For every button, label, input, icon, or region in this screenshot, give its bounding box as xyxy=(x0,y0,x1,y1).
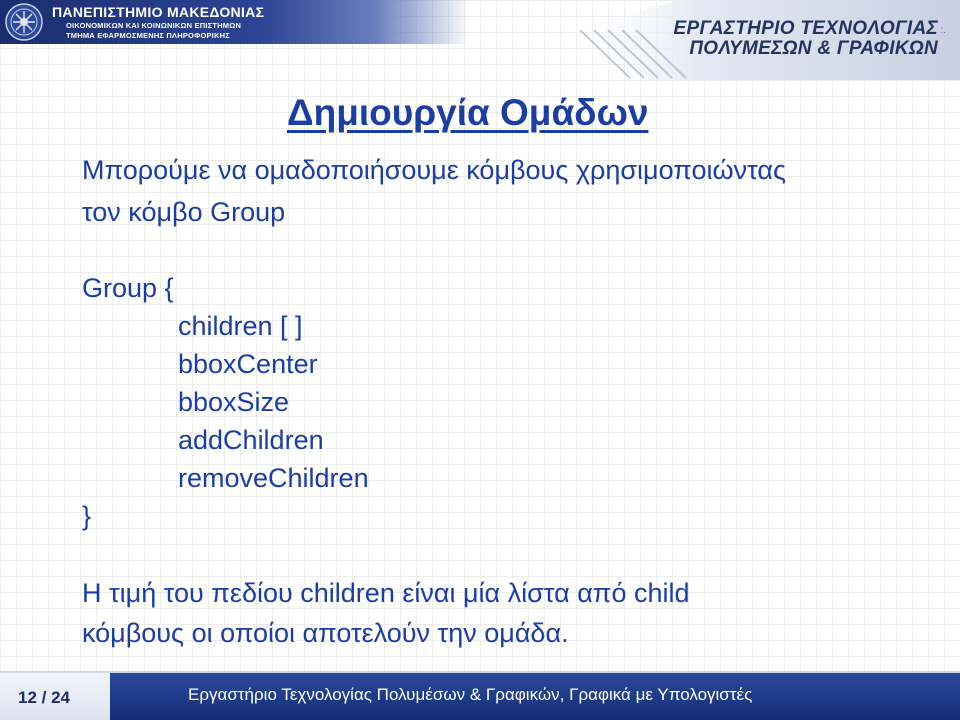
intro-line-1: Μπορούμε να ομαδοποιήσουμε κόμβους χρησιμοποιώντας xyxy=(82,155,786,185)
code-open: Group { xyxy=(82,273,174,303)
lab-logo-dots: :. xyxy=(940,25,946,36)
slide-title: Δημιουργία Ομάδων xyxy=(287,92,649,133)
note-line-2: κόμβους οι οποίοι αποτελούν την ομάδα. xyxy=(82,618,569,648)
code-field: addChildren xyxy=(178,425,324,455)
university-banner xyxy=(0,0,470,44)
university-name: ΠΑΝΕΠΙΣΤΗΜΙΟ ΜΑΚΕΔΟΝΙΑΣ xyxy=(52,4,265,20)
code-field: children [ ] xyxy=(178,311,303,341)
code-field: bboxCenter xyxy=(178,349,318,379)
page-number: 12 / 24 xyxy=(18,688,70,707)
slide-header xyxy=(0,0,960,80)
code-close: } xyxy=(82,501,92,531)
school-name: ΟΙΚΟΝΟΜΙΚΩΝ ΚΑΙ ΚΟΙΝΩΝΙΚΩΝ ΕΠΙΣΤΗΜΩΝ xyxy=(66,21,242,30)
note-line-1: Η τιμή του πεδίου children είναι μία λίστα από child xyxy=(82,578,690,608)
code-field: removeChildren xyxy=(178,463,369,493)
lab-logo xyxy=(560,0,960,80)
footer-text: Εργαστήριο Τεχνολογίας Πολυμέσων & Γραφικών, Γραφικά με Υπολογιστές xyxy=(188,685,753,704)
university-seal-icon xyxy=(4,2,44,42)
code-field: bboxSize xyxy=(178,387,290,417)
intro-line-2: τον κόμβο Group xyxy=(82,197,286,227)
department-name: ΤΜΗΜΑ ΕΦΑΡΜΟΣΜΕΝΗΣ ΠΛΗΡΟΦΟΡΙΚΗΣ xyxy=(66,31,230,40)
lab-name-line2: ΠΟΛΥΜΕΣΩΝ & ΓΡΑΦΙΚΩΝ xyxy=(689,38,938,59)
lab-name-line1: ΕΡΓΑΣΤΗΡΙΟ ΤΕΧΝΟΛΟΓΙΑΣ xyxy=(673,18,938,39)
